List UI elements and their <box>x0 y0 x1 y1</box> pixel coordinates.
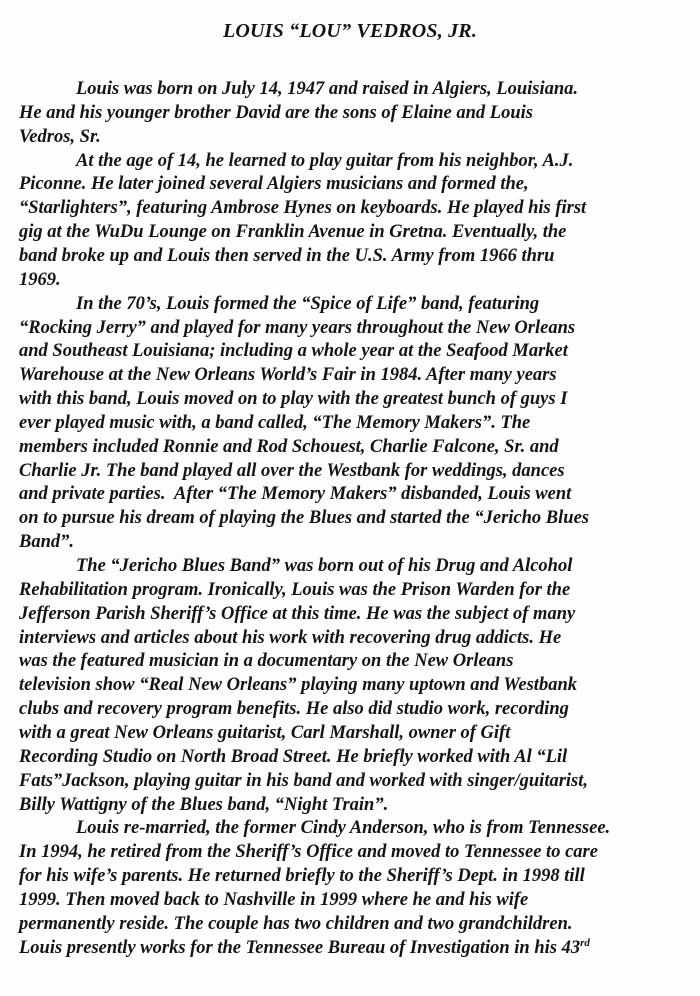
text-line <box>19 339 568 363</box>
line-text: interviews and articles about his work with recovering drug addicts. He <box>19 627 562 648</box>
text-line <box>19 864 585 888</box>
text-line <box>76 554 572 578</box>
line-text: The “Jericho Blues Band” was born out of his Drug and Alcohol <box>76 556 573 576</box>
text-line <box>76 292 539 316</box>
text-line <box>19 578 570 602</box>
line-text: Billy Wattigny of the Blues band, “Night Train”. <box>19 794 389 815</box>
text-line <box>19 602 575 626</box>
text-line <box>19 888 528 912</box>
text-line <box>19 530 74 554</box>
text-line <box>19 387 567 411</box>
text-line <box>19 172 529 196</box>
line-text: band broke up and Louis then served in the U.S. Army from 1966 thru <box>19 245 555 266</box>
line-text: ever played music with, a band called, “The Memory Makers”. The <box>19 412 531 433</box>
line-text: Recording Studio on North Broad Street. He briefly worked with Al “Lil <box>19 746 568 767</box>
line-text: 1969. <box>19 269 61 290</box>
text-line <box>19 411 530 435</box>
text-line <box>19 101 533 125</box>
line-text: 1999. Then moved back to Nashville in 1999 where he and his wife <box>19 889 529 910</box>
line-text: gig at the WuDu Lounge on Franklin Avenue in Gretna. Eventually, the <box>19 222 567 243</box>
line-text: In 1994, he retired from the Sheriff’s Office and moved to Tennessee to care <box>19 842 598 863</box>
text-line <box>19 268 61 292</box>
line-text: Charlie Jr. The band played all over the Westbank for weddings, dances <box>19 460 565 481</box>
line-text: permanently reside. The couple has two children and two grandchildren. <box>19 913 573 934</box>
line-text: clubs and recovery program benefits. He also did studio work, recording <box>19 699 569 720</box>
text-line <box>19 459 565 483</box>
line-text: At the age of 14, he learned to play guitar from his neighbor, A.J. <box>76 150 574 171</box>
line-text: Warehouse at the New Orleans World’s Fair in 1984. After many years <box>19 365 557 386</box>
line-text: with this band, Louis moved on to play with the greatest bunch of guys I <box>19 389 568 410</box>
text-line <box>19 125 101 149</box>
text-line <box>19 793 388 817</box>
line-text: Vedros, Sr. <box>19 126 101 147</box>
line-text: “Starlighters”, featuring Ambrose Hynes on keyboards. He played his first <box>19 198 587 219</box>
line-text: Jefferson Parish Sheriff’s Office at this time. He was the subject of many <box>19 603 576 624</box>
text-line <box>19 721 510 745</box>
text-line <box>19 363 557 387</box>
line-text: Band”. <box>19 532 75 553</box>
text-line <box>76 149 573 173</box>
text-line <box>19 769 588 793</box>
text-line <box>19 244 554 268</box>
line-text: In the 70’s, Louis formed the “Spice of Life” band, featuring <box>76 293 540 314</box>
text-line <box>19 912 573 936</box>
text-line <box>76 77 578 101</box>
line-text: was the featured musician in a documentary on the New Orleans <box>19 651 514 672</box>
line-text: with a great New Orleans guitarist, Carl Marshall, owner of Gift <box>19 722 511 743</box>
document-title: LOUIS “LOU” VEDROS, JR. <box>222 20 478 42</box>
line-text: television show “Real New Orleans” playing many uptown and Westbank <box>19 675 577 696</box>
text-line <box>19 697 569 721</box>
text-line <box>19 220 566 244</box>
line-text: Louis was born on July 14, 1947 and raised in Algiers, Louisiana. <box>76 79 579 99</box>
text-line <box>19 435 559 459</box>
ordinal-suffix: rd <box>580 936 590 949</box>
text-line <box>19 649 513 673</box>
line-text: for his wife’s parents. He returned briefly to the Sheriff’s Dept. in 1998 till <box>19 866 585 887</box>
line-text: He and his younger brother David are the sons of Elaine and Louis <box>19 102 533 123</box>
line-text: on to pursue his dream of playing the Blues and started the “Jericho Blues <box>19 508 589 529</box>
line-text: Piconne. He later joined several Algiers musicians and formed the, <box>19 174 529 195</box>
line-text: members included Ronnie and Rod Schouest, Charlie Falcone, Sr. and <box>19 436 559 457</box>
text-line <box>19 936 590 960</box>
text-line <box>76 816 610 840</box>
line-text: and Southeast Louisiana; including a whole year at the Seafood Market <box>19 341 568 362</box>
line-text: Louis re-married, the former Cindy Anderson, who is from Tennessee. <box>76 818 611 839</box>
line-text: Louis presently works for the Tennessee Bureau of Investigation in his 43 <box>19 937 581 958</box>
line-text: Fats”Jackson, playing guitar in his band and worked with singer/guitarist, <box>19 770 589 791</box>
text-line <box>19 745 567 769</box>
text-line <box>19 506 589 530</box>
text-line <box>19 673 577 697</box>
line-text: and private parties. After “The Memory Makers” disbanded, Louis went <box>19 484 572 505</box>
text-line <box>19 626 561 650</box>
text-line <box>19 196 586 220</box>
line-text: Rehabilitation program. Ironically, Louis was the Prison Warden for the <box>19 579 571 600</box>
text-line <box>19 316 575 340</box>
text-line <box>19 482 571 506</box>
text-line <box>19 840 598 864</box>
line-text: “Rocking Jerry” and played for many years throughout the New Orleans <box>19 317 576 338</box>
